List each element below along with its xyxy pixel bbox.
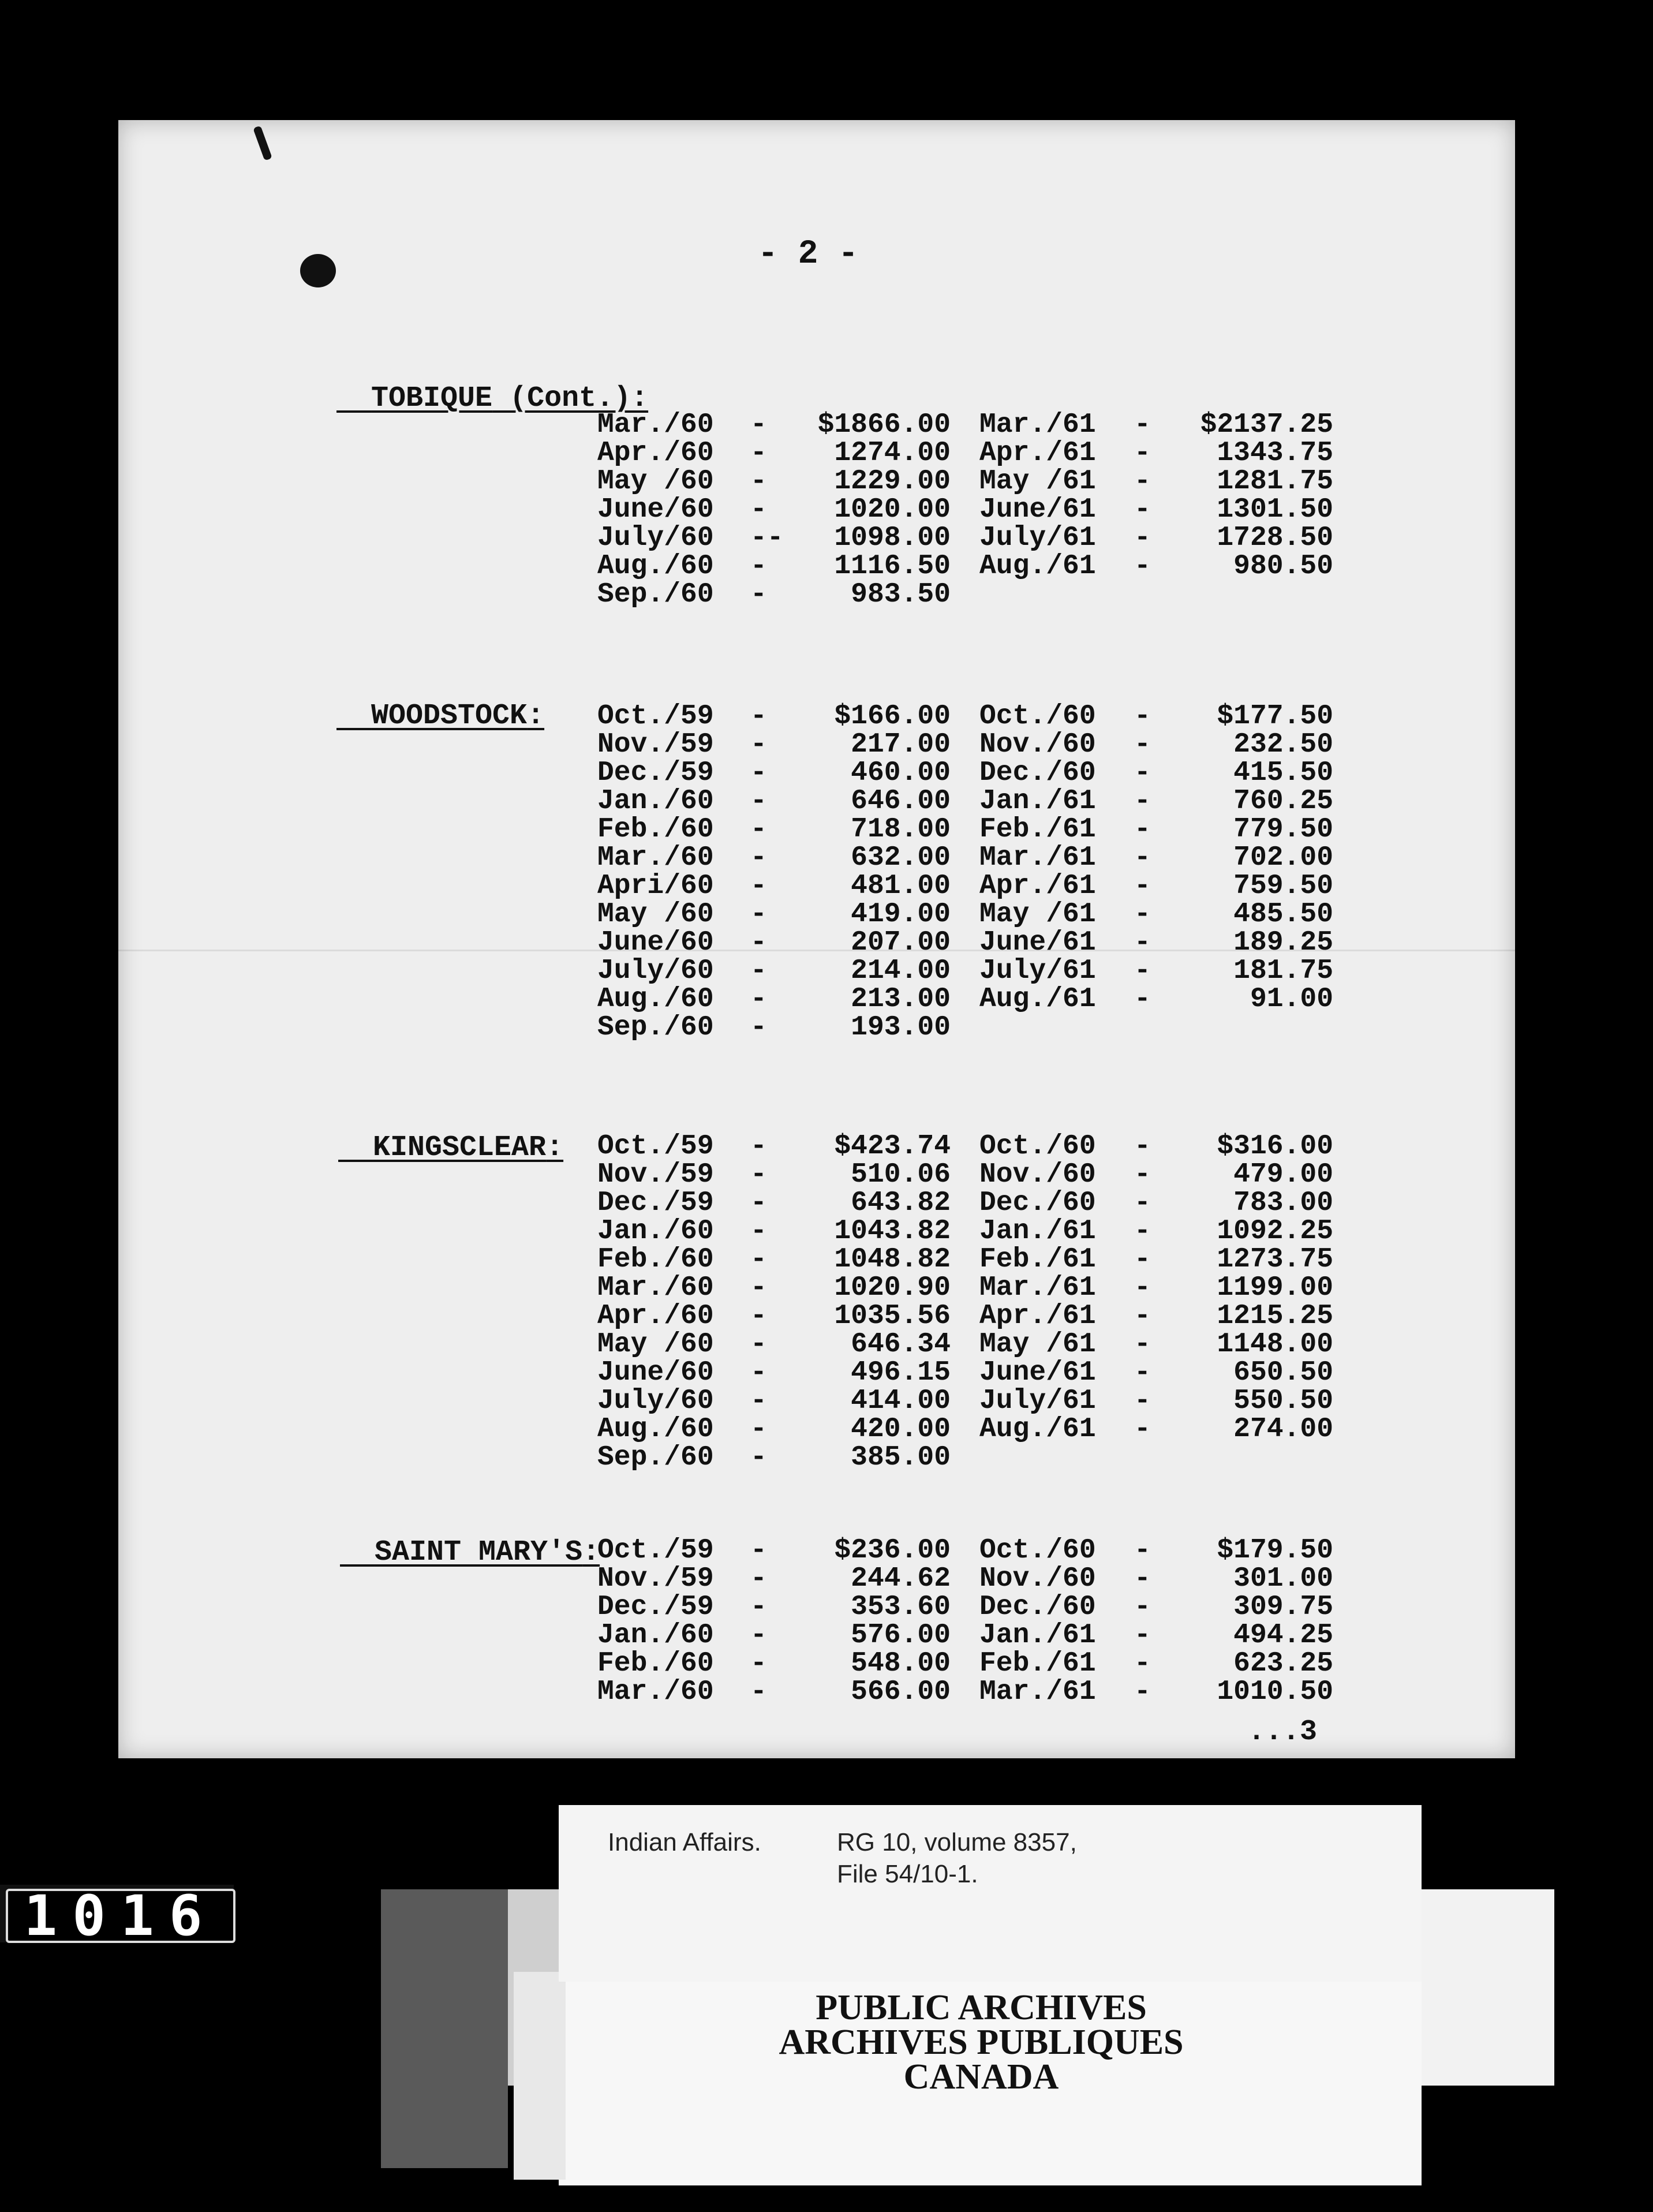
- month-label: Mar./61: [979, 842, 1096, 873]
- month-label: July/60: [597, 1385, 714, 1417]
- amount: 460.00: [851, 757, 951, 789]
- dash: -: [750, 1648, 767, 1679]
- amount: $1866.00: [817, 409, 951, 440]
- dash: -: [1134, 1535, 1151, 1566]
- dash: -: [1134, 1159, 1151, 1190]
- dash: --: [750, 522, 784, 554]
- month-label: Mar./60: [597, 1272, 714, 1303]
- amount: $177.50: [1217, 701, 1333, 732]
- amount: 479.00: [1233, 1159, 1333, 1190]
- month-label: Sep./60: [597, 579, 714, 610]
- dash: -: [1134, 984, 1151, 1015]
- dash: -: [750, 701, 767, 732]
- amount: 217.00: [851, 729, 951, 760]
- dash: -: [750, 1012, 767, 1043]
- amount: 420.00: [851, 1414, 951, 1445]
- month-label: Apr./60: [597, 438, 714, 469]
- month-label: Jan./60: [597, 1620, 714, 1651]
- month-label: Mar./60: [597, 1676, 714, 1707]
- dash: -: [750, 1414, 767, 1445]
- dash: -: [750, 579, 767, 610]
- frame-number: 1016: [6, 1889, 235, 1943]
- month-label: Aug./60: [597, 1414, 714, 1445]
- month-label: Nov./59: [597, 729, 714, 760]
- month-label: June/60: [597, 927, 714, 958]
- dash: -: [1134, 1563, 1151, 1594]
- month-label: Apr./61: [979, 870, 1096, 902]
- month-label: Dec./60: [979, 1187, 1096, 1219]
- amount: 1020.00: [834, 494, 951, 525]
- amount: 632.00: [851, 842, 951, 873]
- month-label: Jan./61: [979, 786, 1096, 817]
- dash: -: [1134, 899, 1151, 930]
- amount: 718.00: [851, 814, 951, 845]
- month-label: Oct./60: [979, 1131, 1096, 1162]
- amount: $423.74: [834, 1131, 951, 1162]
- month-label: Mar./61: [979, 1676, 1096, 1707]
- dash: -: [750, 984, 767, 1015]
- dash: -: [750, 1591, 767, 1623]
- dash: -: [750, 1442, 767, 1473]
- section-heading-woodstock: [336, 667, 544, 733]
- amount: 214.00: [851, 955, 951, 987]
- film-leader-block: [381, 1889, 508, 2168]
- dash: -: [1134, 1187, 1151, 1219]
- amount: 983.50: [851, 579, 951, 610]
- month-label: Apr./61: [979, 438, 1096, 469]
- amount: 646.34: [851, 1329, 951, 1360]
- amount: 759.50: [1233, 870, 1333, 902]
- dash: -: [1134, 927, 1151, 958]
- month-label: Jan./61: [979, 1620, 1096, 1651]
- month-label: Apri/60: [597, 870, 714, 902]
- month-label: Feb./60: [597, 814, 714, 845]
- month-label: Mar./61: [979, 1272, 1096, 1303]
- dash: -: [1134, 842, 1151, 873]
- month-label: July/60: [597, 522, 714, 554]
- month-label: Sep./60: [597, 1012, 714, 1043]
- dash: -: [1134, 409, 1151, 440]
- amount: 213.00: [851, 984, 951, 1015]
- section-suffix: :: [527, 700, 545, 733]
- month-label: Dec./59: [597, 757, 714, 789]
- month-label: Mar./61: [979, 409, 1096, 440]
- section-heading-tobique: [336, 349, 648, 415]
- amount: 481.00: [851, 870, 951, 902]
- archive-reference-card: [559, 1805, 1422, 1982]
- dash: -: [1134, 522, 1151, 554]
- dash: -: [1134, 701, 1151, 732]
- section-suffix: :: [582, 1536, 600, 1569]
- amount: 702.00: [1233, 842, 1333, 873]
- month-label: Nov./59: [597, 1159, 714, 1190]
- amount: 189.25: [1233, 927, 1333, 958]
- dash: -: [1134, 757, 1151, 789]
- dash: -: [1134, 1414, 1151, 1445]
- dash: -: [1134, 814, 1151, 845]
- dash: -: [1134, 1216, 1151, 1247]
- amount: 646.00: [851, 786, 951, 817]
- month-label: Jan./60: [597, 1216, 714, 1247]
- dash: -: [750, 1620, 767, 1651]
- amount: 1116.50: [834, 551, 951, 582]
- month-label: Aug./61: [979, 1414, 1096, 1445]
- month-label: Oct./59: [597, 1535, 714, 1566]
- amount: 274.00: [1233, 1414, 1333, 1445]
- amount: 650.50: [1233, 1357, 1333, 1388]
- month-label: July/61: [979, 1385, 1096, 1417]
- month-label: Feb./60: [597, 1244, 714, 1275]
- month-label: Oct./59: [597, 1131, 714, 1162]
- amount: 1274.00: [834, 438, 951, 469]
- month-label: Jan./60: [597, 786, 714, 817]
- month-label: May /60: [597, 1329, 714, 1360]
- amount: 1199.00: [1217, 1272, 1333, 1303]
- public-archives-stamp: [693, 1988, 1270, 2097]
- stamp-line1: PUBLIC ARCHIVES: [816, 1988, 1147, 2027]
- dash: -: [1134, 1329, 1151, 1360]
- dash: -: [750, 1329, 767, 1360]
- dash: -: [750, 1159, 767, 1190]
- month-label: Apr./60: [597, 1301, 714, 1332]
- dash: -: [750, 494, 767, 525]
- dash: -: [1134, 1648, 1151, 1679]
- amount: $166.00: [834, 701, 951, 732]
- amount: 193.00: [851, 1012, 951, 1043]
- dash: -: [750, 1131, 767, 1162]
- month-label: Oct./60: [979, 701, 1096, 732]
- month-label: June/61: [979, 1357, 1096, 1388]
- amount: 1020.90: [834, 1272, 951, 1303]
- dash: -: [1134, 1385, 1151, 1417]
- page-number: - 2 -: [757, 236, 859, 273]
- month-label: July/60: [597, 955, 714, 987]
- month-label: Mar./60: [597, 842, 714, 873]
- section-suffix: :: [546, 1131, 564, 1164]
- dash: -: [750, 1563, 767, 1594]
- dash: -: [1134, 494, 1151, 525]
- month-label: Nov./60: [979, 1563, 1096, 1594]
- amount: 783.00: [1233, 1187, 1333, 1219]
- amount: 1043.82: [834, 1216, 951, 1247]
- dash: -: [750, 870, 767, 902]
- continuation-marker: ...3: [1248, 1716, 1318, 1748]
- amount: 353.60: [851, 1591, 951, 1623]
- dash: -: [750, 814, 767, 845]
- dash: -: [1134, 438, 1151, 469]
- dash: -: [1134, 1301, 1151, 1332]
- amount: 1728.50: [1217, 522, 1333, 554]
- dash: -: [750, 786, 767, 817]
- dash: -: [1134, 466, 1151, 497]
- dash: -: [750, 1244, 767, 1275]
- month-label: Dec./60: [979, 757, 1096, 789]
- dash: -: [1134, 1272, 1151, 1303]
- month-label: Feb./61: [979, 814, 1096, 845]
- amount: $179.50: [1217, 1535, 1333, 1566]
- amount: 1281.75: [1217, 466, 1333, 497]
- amount: 1301.50: [1217, 494, 1333, 525]
- amount: 760.25: [1233, 786, 1333, 817]
- month-label: Aug./61: [979, 984, 1096, 1015]
- amount: 510.06: [851, 1159, 951, 1190]
- dash: -: [750, 1676, 767, 1707]
- month-label: Sep./60: [597, 1442, 714, 1473]
- amount: 779.50: [1233, 814, 1333, 845]
- dash: -: [750, 757, 767, 789]
- dash: -: [750, 1357, 767, 1388]
- month-label: Nov./60: [979, 1159, 1096, 1190]
- amount: 414.00: [851, 1385, 951, 1417]
- amount: 980.50: [1233, 551, 1333, 582]
- amount: 207.00: [851, 927, 951, 958]
- amount: 623.25: [1233, 1648, 1333, 1679]
- amount: 415.50: [1233, 757, 1333, 789]
- amount: 244.62: [851, 1563, 951, 1594]
- amount: 419.00: [851, 899, 951, 930]
- amount: 1098.00: [834, 522, 951, 554]
- month-label: Aug./61: [979, 551, 1096, 582]
- label-tab-left: [514, 1972, 566, 2180]
- amount: 496.15: [851, 1357, 951, 1388]
- section-title: SAINT MARY'S: [375, 1536, 583, 1569]
- amount: 309.75: [1233, 1591, 1333, 1623]
- amount: 1343.75: [1217, 438, 1333, 469]
- dash: -: [750, 438, 767, 469]
- amount: 301.00: [1233, 1563, 1333, 1594]
- month-label: June/61: [979, 927, 1096, 958]
- dash: -: [750, 899, 767, 930]
- dash: -: [1134, 1357, 1151, 1388]
- archive-reference-line2: File 54/10-1.: [837, 1860, 978, 1888]
- month-label: July/61: [979, 522, 1096, 554]
- month-label: Dec./59: [597, 1187, 714, 1219]
- amount: 1148.00: [1217, 1329, 1333, 1360]
- dash: -: [1134, 870, 1151, 902]
- amount: 494.25: [1233, 1620, 1333, 1651]
- dash: -: [750, 1301, 767, 1332]
- amount: 550.50: [1233, 1385, 1333, 1417]
- amount: 485.50: [1233, 899, 1333, 930]
- month-label: June/60: [597, 494, 714, 525]
- section-title: TOBIQUE: [371, 382, 493, 415]
- month-label: Aug./60: [597, 551, 714, 582]
- dash: -: [1134, 1591, 1151, 1623]
- amount: 1229.00: [834, 466, 951, 497]
- dash: -: [1134, 1620, 1151, 1651]
- dash: -: [750, 409, 767, 440]
- dash: -: [750, 955, 767, 987]
- amount: 1273.75: [1217, 1244, 1333, 1275]
- amount: 566.00: [851, 1676, 951, 1707]
- month-label: Feb./61: [979, 1244, 1096, 1275]
- month-label: May /61: [979, 899, 1096, 930]
- month-label: Aug./60: [597, 984, 714, 1015]
- dash: -: [1134, 1676, 1151, 1707]
- month-label: Feb./61: [979, 1648, 1096, 1679]
- dash: -: [750, 551, 767, 582]
- dash: -: [1134, 1131, 1151, 1162]
- section-title: KINGSCLEAR: [373, 1131, 547, 1164]
- amount: 1035.56: [834, 1301, 951, 1332]
- dash: -: [750, 729, 767, 760]
- month-label: June/61: [979, 494, 1096, 525]
- month-label: Jan./61: [979, 1216, 1096, 1247]
- month-label: May /61: [979, 1329, 1096, 1360]
- dash: -: [750, 1187, 767, 1219]
- section-heading-saint-marys: [340, 1503, 600, 1569]
- amount: 1215.25: [1217, 1301, 1333, 1332]
- month-label: Oct./60: [979, 1535, 1096, 1566]
- month-label: May /60: [597, 466, 714, 497]
- amount: 385.00: [851, 1442, 951, 1473]
- dash: -: [750, 1535, 767, 1566]
- month-label: Apr./61: [979, 1301, 1096, 1332]
- month-label: July/61: [979, 955, 1096, 987]
- amount: $2137.25: [1200, 409, 1333, 440]
- amount: 91.00: [1250, 984, 1333, 1015]
- amount: 232.50: [1233, 729, 1333, 760]
- amount: $236.00: [834, 1535, 951, 1566]
- amount: 1010.50: [1217, 1676, 1333, 1707]
- amount: 548.00: [851, 1648, 951, 1679]
- amount: 1092.25: [1217, 1216, 1333, 1247]
- dash: -: [750, 1272, 767, 1303]
- month-label: Dec./60: [979, 1591, 1096, 1623]
- dash: -: [1134, 786, 1151, 817]
- amount: $316.00: [1217, 1131, 1333, 1162]
- dash: -: [750, 466, 767, 497]
- amount: 1048.82: [834, 1244, 951, 1275]
- month-label: Dec./59: [597, 1591, 714, 1623]
- dash: -: [750, 1385, 767, 1417]
- dash: -: [750, 842, 767, 873]
- stamp-line3: CANADA: [903, 2057, 1059, 2097]
- amount: 576.00: [851, 1620, 951, 1651]
- amount: 181.75: [1233, 955, 1333, 987]
- archive-source: Indian Affairs.: [608, 1828, 761, 1856]
- dash: -: [750, 1216, 767, 1247]
- dash: -: [1134, 1244, 1151, 1275]
- month-label: June/60: [597, 1357, 714, 1388]
- month-label: Oct./59: [597, 701, 714, 732]
- label-tab-right: [1422, 1889, 1554, 2086]
- month-label: May /60: [597, 899, 714, 930]
- month-label: Feb./60: [597, 1648, 714, 1679]
- archive-reference-line1: RG 10, volume 8357,: [837, 1828, 1077, 1856]
- month-label: Nov./59: [597, 1563, 714, 1594]
- dash: -: [1134, 729, 1151, 760]
- section-suffix: (Cont.):: [492, 382, 649, 415]
- dash: -: [750, 927, 767, 958]
- stamp-line2: ARCHIVES PUBLIQUES: [779, 2023, 1184, 2062]
- ink-blot: [300, 254, 336, 287]
- dash: -: [1134, 955, 1151, 987]
- dash: -: [1134, 551, 1151, 582]
- section-title: WOODSTOCK: [371, 700, 528, 733]
- section-heading-kingsclear: [338, 1098, 563, 1164]
- month-label: May /61: [979, 466, 1096, 497]
- month-label: Nov./60: [979, 729, 1096, 760]
- month-label: Mar./60: [597, 409, 714, 440]
- amount: 643.82: [851, 1187, 951, 1219]
